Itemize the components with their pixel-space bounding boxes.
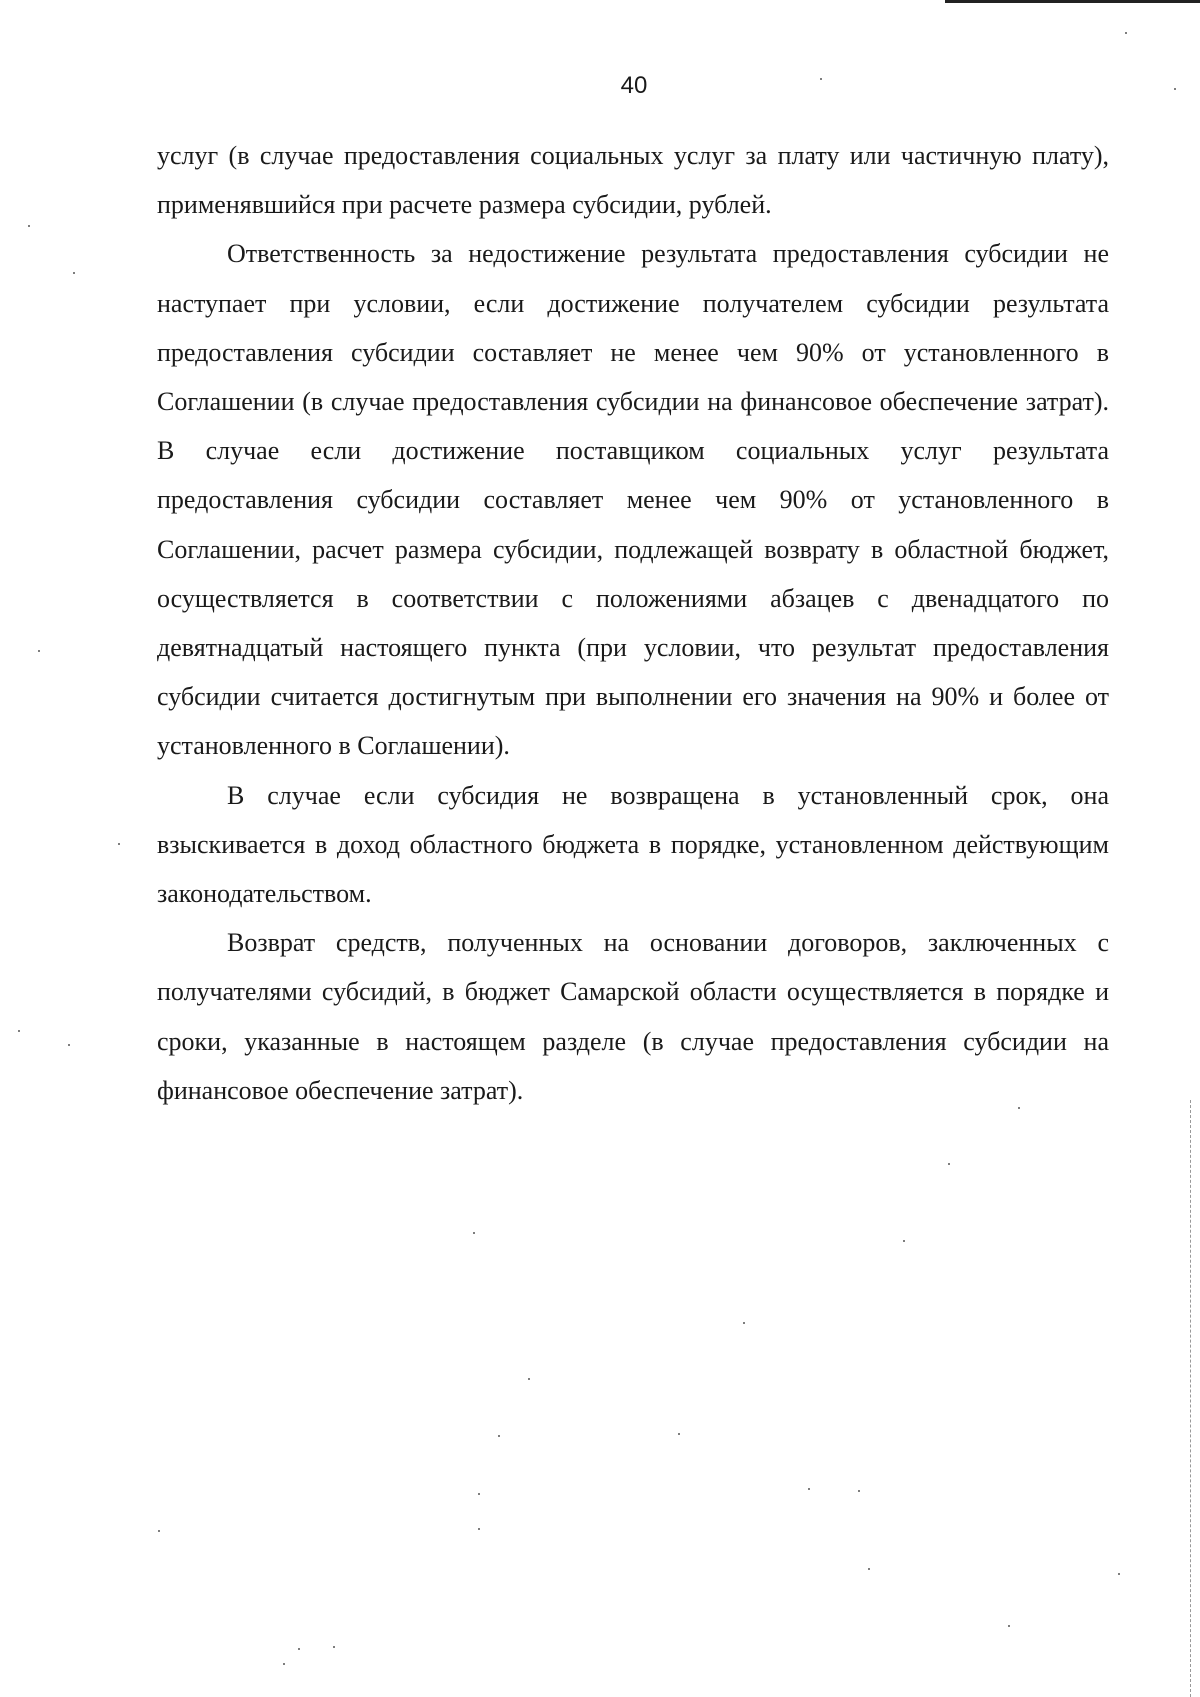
scan-speck — [333, 1646, 335, 1648]
scan-speck — [158, 1530, 160, 1532]
top-edge-rule — [945, 0, 1200, 3]
scan-speck — [903, 1240, 905, 1242]
scan-speck — [38, 650, 40, 652]
scan-speck — [528, 1378, 530, 1380]
scan-speck — [1174, 88, 1176, 90]
scan-speck — [1125, 32, 1127, 34]
scan-speck — [473, 1232, 475, 1234]
page-number: 40 — [620, 72, 648, 99]
scan-speck — [478, 1528, 480, 1530]
scan-speck — [948, 1163, 950, 1165]
scan-speck — [868, 1568, 870, 1570]
scan-speck — [743, 1322, 745, 1324]
paragraph-recovery: В случае если субсидия не возвращена в установленный срок, она взыскивается в доход областного бюджета в порядке, установленном действующим законодательством. — [157, 780, 1109, 909]
scan-speck — [1018, 1107, 1020, 1109]
scan-speck — [1118, 1573, 1120, 1575]
scan-speck — [858, 1490, 860, 1492]
scan-speck — [68, 1044, 70, 1046]
scan-speck — [28, 225, 30, 227]
scan-speck — [73, 272, 75, 274]
body-text — [157, 131, 1109, 1115]
scan-speck — [118, 843, 120, 845]
scan-speck — [678, 1433, 680, 1435]
scan-speck — [820, 78, 822, 80]
scan-speck — [283, 1663, 285, 1665]
scan-speck — [298, 1648, 300, 1650]
paragraph-responsibility: Ответственность за недостижение результата предоставления субсидии не наступает при условии, если достижение получателем субсидии результата предоставления субсидии составляет не менее чем 90% от установленного в Соглашении (в случае предоставления субсидии на финансовое обеспечение затрат). В случае если достижение поставщиком социальных услуг результата предоставления субсидии составляет менее чем 90% от установленного в Соглашении, расчет размера субсидии, подлежащей возврату в областной бюджет, осуществляется в соответствии с положениями абзацев с двенадцатого по девятнадцатый настоящего пункта (при условии, что результат предоставления субсидии считается достигнутым при выполнении его значения на 90% и более от установленного в Соглашении). — [157, 239, 1109, 761]
paragraph-continuation: услуг (в случае предоставления социальных услуг за плату или частичную плату), применявшийся при расчете размера субсидии, рублей. — [157, 141, 1109, 220]
scan-speck — [18, 1030, 20, 1032]
scan-speck — [478, 1493, 480, 1495]
scan-speck — [1008, 1625, 1010, 1627]
scan-speck — [498, 1435, 500, 1437]
paragraph-refund: Возврат средств, полученных на основании договоров, заключенных с получателями субсидий, в бюджет Самарской области осуществляется в порядке и сроки, указанные в настоящем разделе (в случае предоставления субсидии на финансовое обеспечение затрат). — [157, 928, 1109, 1105]
scan-speck — [808, 1488, 810, 1490]
scan-edge-artifact — [1190, 1100, 1192, 1697]
